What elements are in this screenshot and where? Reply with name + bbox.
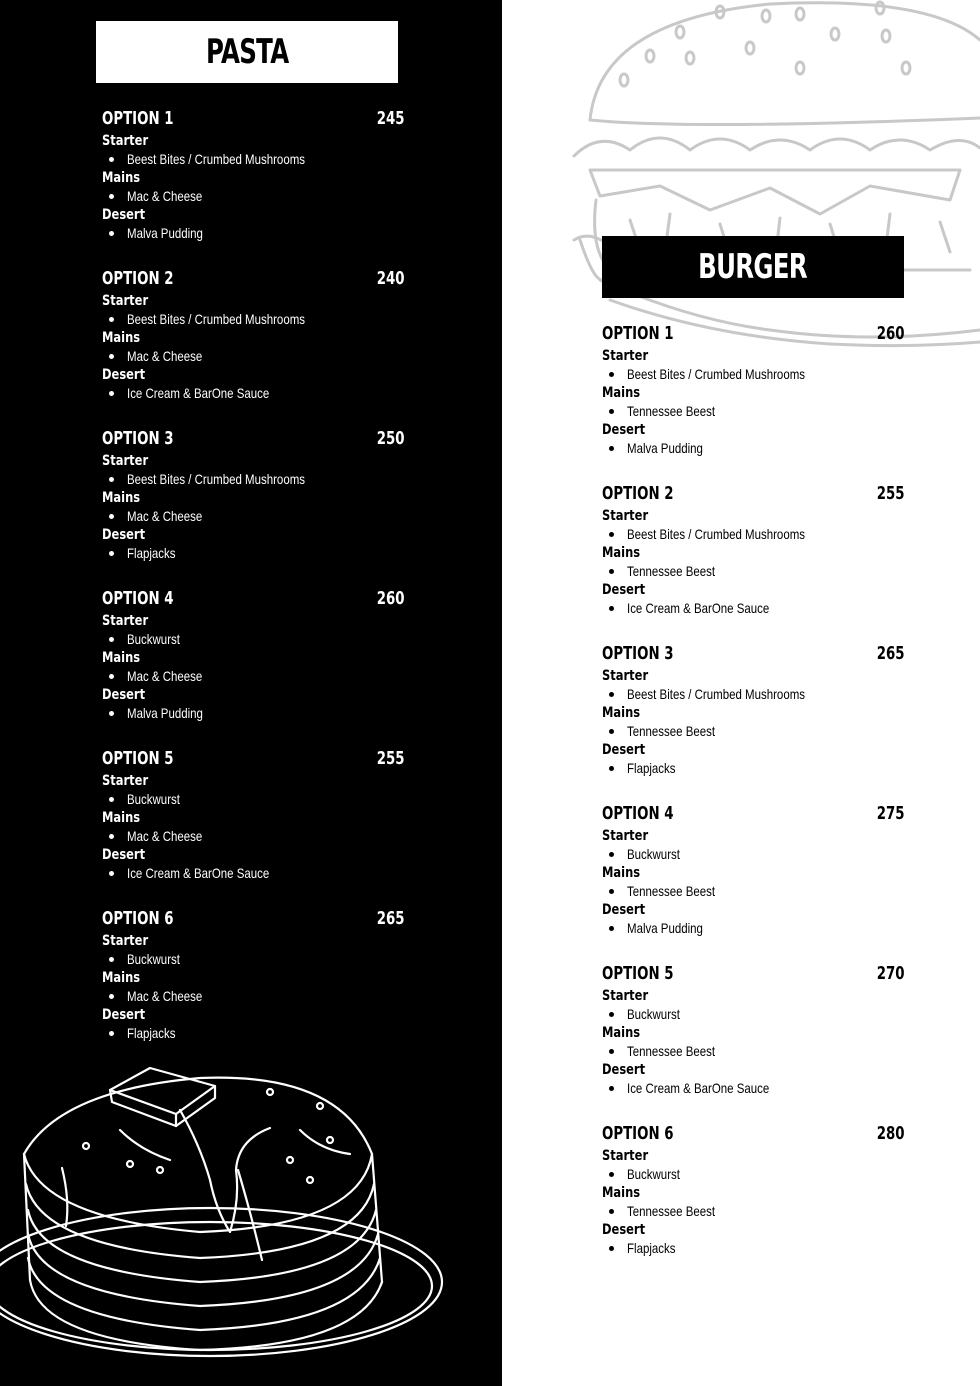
desert-item: Malva Pudding [602,919,912,938]
starter-label: Starter [102,133,149,149]
mains-label: Mains [602,545,641,561]
option-price: 255 [877,482,905,504]
bullet-icon [109,354,114,359]
bullet-icon [109,477,114,482]
starter-item: Buckwurst [602,1165,912,1184]
starter-label: Starter [102,773,149,789]
starter-item: Beest Bites / Crumbed Mushrooms [602,365,912,384]
menu-option [102,424,412,584]
option-name: OPTION 4 [102,587,174,609]
pasta-title-box [96,21,398,83]
bullet-icon [109,797,114,802]
mains-label: Mains [102,490,141,506]
starter-label: Starter [602,828,649,844]
bullet-icon [609,889,614,894]
option-header [602,799,905,827]
bullet-icon [109,391,114,396]
burger-title: BURGER [698,247,808,287]
option-price: 245 [377,107,405,129]
bullet-icon [609,446,614,451]
mains-item: Mac & Cheese [102,667,412,686]
desert-item: Flapjacks [602,759,912,778]
menu-option [602,799,912,959]
desert-item: Malva Pudding [102,224,412,243]
desert-item: Ice Cream & BarOne Sauce [602,599,912,618]
option-header [102,104,405,132]
bullet-icon [609,1209,614,1214]
mains-item: Tennessee Beest [602,1202,912,1221]
option-name: OPTION 2 [102,267,174,289]
mains-label: Mains [602,705,641,721]
option-price: 275 [877,802,905,824]
desert-item: Malva Pudding [602,439,912,458]
desert-item: Ice Cream & BarOne Sauce [102,864,412,883]
desert-label: Desert [102,527,146,543]
pasta-menu [102,104,412,1064]
bullet-icon [609,532,614,537]
desert-label: Desert [102,207,146,223]
option-name: OPTION 3 [602,642,674,664]
bullet-icon [109,637,114,642]
mains-item: Tennessee Beest [602,562,912,581]
option-header [602,479,905,507]
bullet-icon [109,871,114,876]
mains-label: Mains [602,1185,641,1201]
desert-label: Desert [102,1007,146,1023]
starter-label: Starter [102,613,149,629]
option-name: OPTION 1 [102,107,174,129]
starter-item: Beest Bites / Crumbed Mushrooms [102,470,412,489]
mains-item: Mac & Cheese [102,987,412,1006]
mains-label: Mains [102,330,141,346]
menu-option [602,479,912,639]
option-name: OPTION 5 [602,962,674,984]
menu-option [102,104,412,264]
option-header [102,904,405,932]
desert-item: Flapjacks [102,544,412,563]
option-name: OPTION 2 [602,482,674,504]
menu-option [602,959,912,1119]
option-name: OPTION 5 [102,747,174,769]
option-header [602,1119,905,1147]
bullet-icon [109,551,114,556]
bullet-icon [609,1086,614,1091]
option-price: 240 [377,267,405,289]
bullet-icon [109,194,114,199]
option-header [102,584,405,612]
mains-item: Mac & Cheese [102,827,412,846]
desert-label: Desert [102,367,146,383]
menu-option [102,904,412,1064]
desert-label: Desert [602,902,646,918]
bullet-icon [609,1012,614,1017]
option-name: OPTION 4 [602,802,674,824]
bullet-icon [109,994,114,999]
desert-label: Desert [602,582,646,598]
bullet-icon [609,569,614,574]
bullet-icon [609,926,614,931]
starter-item: Buckwurst [602,845,912,864]
desert-label: Desert [602,1222,646,1238]
desert-item: Malva Pudding [102,704,412,723]
bullet-icon [109,157,114,162]
starter-item: Buckwurst [102,630,412,649]
starter-label: Starter [602,1148,649,1164]
bullet-icon [109,711,114,716]
menu-option [102,264,412,424]
starter-label: Starter [602,988,649,1004]
option-price: 280 [877,1122,905,1144]
desert-item: Ice Cream & BarOne Sauce [102,384,412,403]
bullet-icon [109,231,114,236]
bullet-icon [109,834,114,839]
mains-label: Mains [102,170,141,186]
pancake-stack-icon [0,1050,502,1386]
starter-item: Beest Bites / Crumbed Mushrooms [602,525,912,544]
bullet-icon [609,1049,614,1054]
starter-item: Buckwurst [602,1005,912,1024]
option-name: OPTION 6 [102,907,174,929]
option-header [602,959,905,987]
option-price: 260 [377,587,405,609]
menu-option [102,744,412,904]
starter-item: Beest Bites / Crumbed Mushrooms [102,150,412,169]
bullet-icon [609,606,614,611]
bullet-icon [609,1172,614,1177]
option-price: 265 [877,642,905,664]
option-header [102,744,405,772]
mains-label: Mains [102,810,141,826]
bullet-icon [609,372,614,377]
desert-label: Desert [102,847,146,863]
bullet-icon [109,1031,114,1036]
starter-item: Buckwurst [102,950,412,969]
bullet-icon [609,1246,614,1251]
mains-label: Mains [102,970,141,986]
mains-item: Tennessee Beest [602,882,912,901]
option-header [602,639,905,667]
mains-label: Mains [102,650,141,666]
starter-item: Beest Bites / Crumbed Mushrooms [102,310,412,329]
option-price: 250 [377,427,405,449]
mains-item: Tennessee Beest [602,402,912,421]
starter-label: Starter [102,933,149,949]
bullet-icon [609,729,614,734]
burger-menu [602,319,912,1279]
option-name: OPTION 1 [602,322,674,344]
desert-label: Desert [102,687,146,703]
mains-item: Mac & Cheese [102,187,412,206]
option-header [102,424,405,452]
mains-label: Mains [602,865,641,881]
starter-item: Beest Bites / Crumbed Mushrooms [602,685,912,704]
desert-label: Desert [602,742,646,758]
menu-option [102,584,412,744]
bullet-icon [109,317,114,322]
option-header [602,319,905,347]
desert-item: Flapjacks [602,1239,912,1258]
starter-label: Starter [102,293,149,309]
menu-option [602,639,912,799]
bullet-icon [609,409,614,414]
option-price: 265 [377,907,405,929]
bullet-icon [609,766,614,771]
bullet-icon [109,514,114,519]
option-price: 255 [377,747,405,769]
burger-title-box [602,236,904,298]
starter-item: Buckwurst [102,790,412,809]
starter-label: Starter [602,668,649,684]
mains-item: Mac & Cheese [102,507,412,526]
bullet-icon [609,852,614,857]
desert-item: Ice Cream & BarOne Sauce [602,1079,912,1098]
starter-label: Starter [102,453,149,469]
desert-label: Desert [602,422,646,438]
option-price: 260 [877,322,905,344]
bullet-icon [109,957,114,962]
option-price: 270 [877,962,905,984]
option-header [102,264,405,292]
menu-option [602,1119,912,1279]
mains-item: Tennessee Beest [602,1042,912,1061]
mains-label: Mains [602,385,641,401]
starter-label: Starter [602,348,649,364]
starter-label: Starter [602,508,649,524]
pasta-title: PASTA [205,32,289,72]
option-name: OPTION 3 [102,427,174,449]
option-name: OPTION 6 [602,1122,674,1144]
mains-label: Mains [602,1025,641,1041]
desert-label: Desert [602,1062,646,1078]
mains-item: Tennessee Beest [602,722,912,741]
menu-option [602,319,912,479]
mains-item: Mac & Cheese [102,347,412,366]
desert-item: Flapjacks [102,1024,412,1043]
bullet-icon [609,692,614,697]
bullet-icon [109,674,114,679]
